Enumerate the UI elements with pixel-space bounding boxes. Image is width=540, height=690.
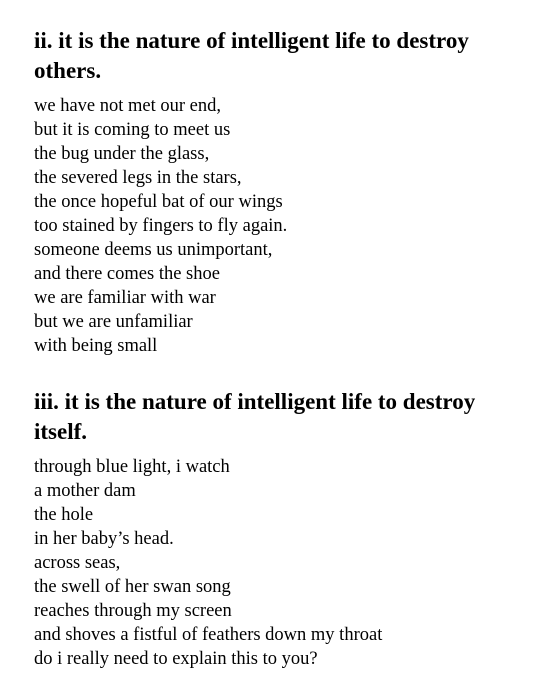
poem-line: the bug under the glass,	[34, 144, 210, 164]
poem-line: with being small	[34, 336, 158, 356]
section-heading: ii. it is the nature of intelligent life to destroy others.	[34, 28, 469, 83]
poem-stanza	[34, 94, 514, 358]
poem-section-ii	[34, 26, 514, 358]
poem-line: the hole	[34, 505, 94, 525]
poem-line: through blue light, i watch	[34, 457, 230, 477]
section-heading: iii. it is the nature of intelligent life to destroy itself.	[34, 389, 476, 444]
poem-line: and there comes the shoe	[34, 264, 220, 284]
poem-line: but we are unfamiliar	[34, 312, 193, 332]
poem-line: in her baby’s head.	[34, 529, 174, 549]
poem-line: someone deems us unimportant,	[34, 240, 273, 260]
poem-line: across seas,	[34, 553, 121, 573]
poem-line: too stained by fingers to fly again.	[34, 216, 288, 236]
poem-line: we have not met our end,	[34, 96, 221, 116]
poem-page	[34, 26, 514, 671]
poem-stanza	[34, 455, 514, 671]
poem-line: a mother dam	[34, 481, 136, 501]
poem-line: do i really need to explain this to you?	[34, 649, 318, 669]
poem-line: the swell of her swan song	[34, 577, 231, 597]
poem-line: the severed legs in the stars,	[34, 168, 242, 188]
poem-line: and shoves a fistful of feathers down my throat	[34, 625, 383, 645]
poem-line: the once hopeful bat of our wings	[34, 192, 283, 212]
poem-section-iii	[34, 387, 514, 671]
poem-line: reaches through my screen	[34, 601, 232, 621]
poem-line: we are familiar with war	[34, 288, 216, 308]
poem-line: but it is coming to meet us	[34, 120, 231, 140]
